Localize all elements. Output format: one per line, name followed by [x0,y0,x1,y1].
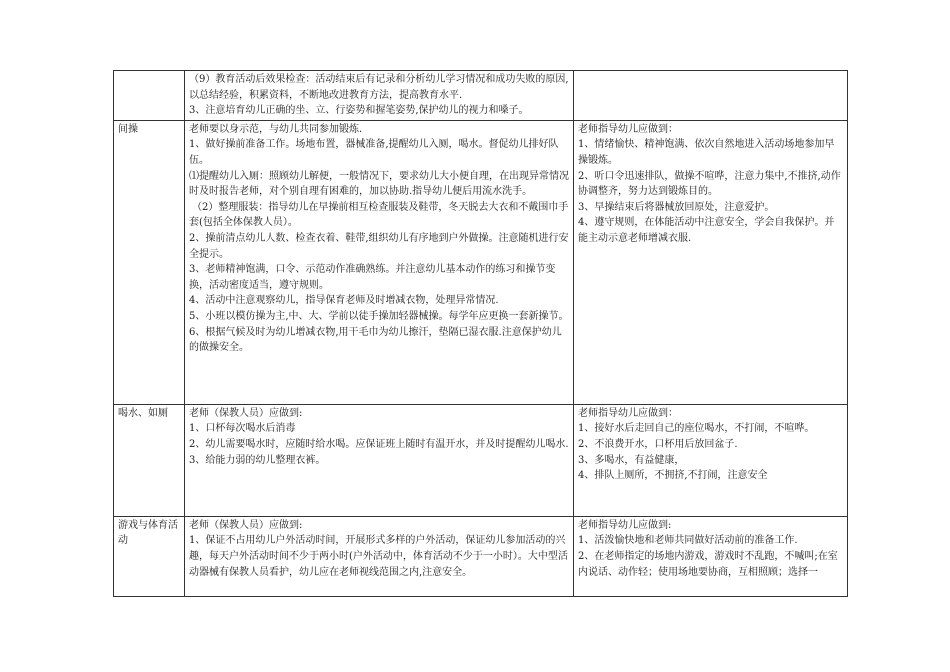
text-line: 老师指导幼儿应做到： [578,123,678,135]
teacher-duties-cell [185,120,574,404]
text-line: 1、情绪愉快、精神饱满、依次自然地进入活动场地参加早操锻炼。 [578,139,835,166]
category-cell [114,71,185,121]
child-guidance-cell [574,71,848,121]
text-line: 3、注意培育幼儿正确的坐、立、行姿势和握笔姿势,保护幼儿的视力和嗓子。 [189,105,529,117]
text-line: 老师要以身示范，与幼儿共同参加锻炼. [189,123,363,135]
teacher-duties-cell [185,516,574,596]
text-line: 3、多喝水，有益健康， [578,454,685,466]
text-line: 2、听口令迅速排队，做操不喧哗，注意力集中,不推挤,动作协调整齐，努力达到锻炼目的。 [578,170,841,198]
text-line: 老师（保教人员）应做到: [189,519,303,531]
table-row [114,404,848,516]
table-row [114,516,848,596]
text-line: 1、保证不占用幼儿户外活动时间，开展形式多样的户外活动，保证幼儿参加活动的兴趣，每天户外活动时间不少于两小时(户外活动中，体育活动不少于一小时）。大中型活动器械有保教人员看护，幼儿应在老师视线范围之内,注意安全。 [189,535,568,578]
text-line: 3、给能力弱的幼儿整理衣裤。 [189,454,326,466]
text-line: 1、接好水后走回自己的座位喝水，不打闹，不喧哗。 [578,423,815,435]
category-cell: 间操 [114,120,185,404]
text-line: 5、小班以模仿操为主,中、大、学前以徒手操加轻器械操。每学年应更换一套新操节。 [189,310,569,322]
text-line: 6、根据气候及时为幼儿增减衣物,用干毛巾为幼儿擦汗，垫隔已湿衣服.注意保护幼儿的做操安全。 [189,326,562,354]
child-guidance-cell [574,120,848,404]
text-line: 4、排队上厕所，不拥挤,不打闹，注意安全 [578,470,768,482]
text-line: 3、早操结束后将器械放回原处，注意爱护。 [578,201,775,213]
table-row [114,71,848,121]
child-guidance-cell [574,516,848,596]
text-line: （2）整理服装：指导幼儿在早操前相互检查服装及鞋带，冬天脱去大衣和不戴围巾手套(包括全体保教人员）。 [189,201,569,229]
category-cell: 游戏与体育活动 [114,516,185,596]
category-cell: 喝水、如厕 [114,404,185,516]
text-line: 2、操前清点幼儿人数、检查衣着、鞋带,组织幼儿有序地到户外做操。注意随机进行安全提示。 [189,232,569,260]
teacher-duties-cell [185,404,574,516]
text-line: 1、活泼愉快地和老师共同做好活动前的准备工作. [578,535,798,547]
text-line: 1、口杯每次喝水后消毒 [189,423,296,435]
text-line: 1、做好操前准备工作。场地布置，器械准备,提醒幼儿入厕，喝水。督促幼儿排好队伍。 [189,139,559,166]
text-line: 老师指导幼儿应做到: [578,519,672,531]
text-line: 2、幼儿需要喝水时，应随时给水喝。应保证班上随时有温开水，并及时提醒幼儿喝水. [189,438,569,450]
text-line: 3、老师精神饱满，口令、示范动作准确熟练。并注意幼儿基本动作的练习和操节变换，活动密度适当，遵守规则。 [189,264,556,291]
text-line: 2、不浪费开水，口杯用后放回盆子. [578,438,738,450]
text-line: 2、在老师指定的场地内游戏，游戏时不乱跑，不喊叫;在室内说话、动作轻；使用场地要协商，互相照顾；选择一 [578,550,838,578]
text-line: 4、活动中注意观察幼儿，指导保育老师及时增减衣物，处理异常情况. [189,295,499,307]
table-row [114,120,848,404]
text-line: 老师指导幼儿应做到： [578,407,678,419]
text-line: （9）教育活动后效果检查：活动结束后有记录和分析幼儿学习情况和成功失败的原因,以总结经验，积累资料，不断地改进教育方法，提高教育水平. [189,74,569,101]
text-line: 老师（保教人员）应做到: [189,407,303,419]
teacher-duties-cell [185,71,574,121]
routine-table [113,70,848,597]
child-guidance-cell [574,404,848,516]
text-line: ⑴提醒幼儿入厕：照顾幼儿解便，一般情况下，要求幼儿大小便自理，在出现异常情况时及时报告老师，对个别自理有困难的，加以协助.指导幼儿便后用流水洗手。 [189,170,569,198]
text-line: 4、遵守规则，在体能活动中注意安全，学会自我保护。并能主动示意老师增减衣服. [578,217,835,244]
